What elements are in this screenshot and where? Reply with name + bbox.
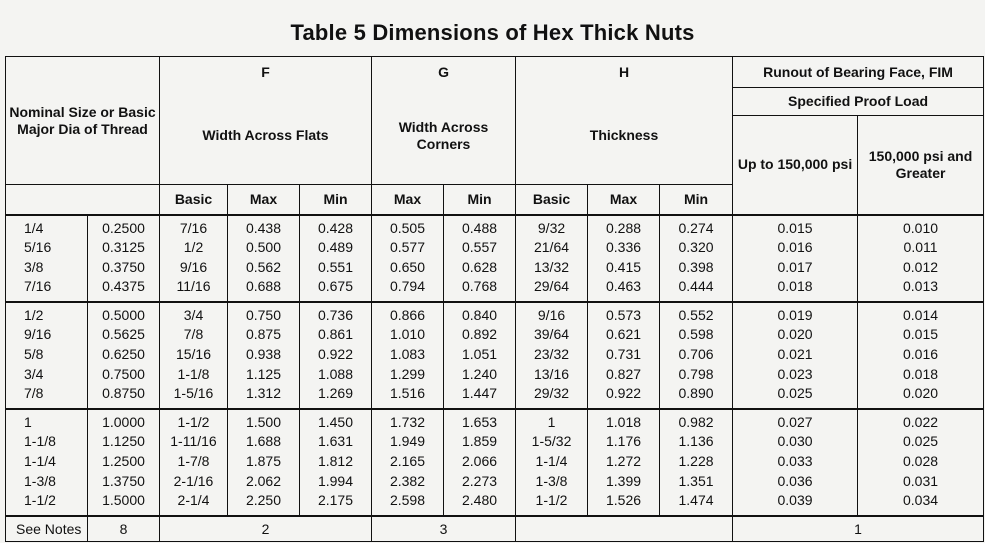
proof-load-header: Specified Proof Load xyxy=(733,88,984,116)
cell-value: 1.5000 xyxy=(102,492,145,509)
cell-value: 0.019 xyxy=(777,306,813,323)
cell-value: 0.922 xyxy=(317,346,354,363)
f-max-cell xyxy=(228,409,300,516)
runout-up-to-cell xyxy=(733,302,858,409)
cell-value: 0.444 xyxy=(678,278,714,295)
cell-value: 1-5/16 xyxy=(173,385,214,402)
f-basic-cell xyxy=(160,215,228,302)
cell-value: 0.7500 xyxy=(102,365,145,382)
cell-value: 0.017 xyxy=(777,258,813,275)
cell-value: 2.598 xyxy=(389,492,426,509)
cell-value: 1-1/2 xyxy=(24,492,56,509)
cell-value: 1-1/2 xyxy=(177,413,210,430)
cell-value: 1.125 xyxy=(245,365,282,382)
cell-value: 0.577 xyxy=(389,239,426,256)
cell-value: 0.706 xyxy=(678,346,714,363)
cell-value: 0.892 xyxy=(461,326,498,343)
f-basic-cell xyxy=(160,409,228,516)
cell-value: 1-11/16 xyxy=(170,433,217,450)
g-max-header: Max xyxy=(372,185,444,215)
h-basic-cell xyxy=(516,215,588,302)
cell-value: 0.861 xyxy=(317,326,354,343)
cell-value: 0.018 xyxy=(903,365,939,382)
size-cell xyxy=(6,215,88,302)
cell-value: 2.273 xyxy=(461,472,498,489)
h-max-cell xyxy=(588,302,660,409)
f-header: F xyxy=(160,57,372,88)
cell-value: 7/8 xyxy=(183,326,204,343)
cell-value: 1.136 xyxy=(678,433,714,450)
cell-value: 1-5/32 xyxy=(531,433,572,450)
cell-value: 29/64 xyxy=(533,278,570,295)
cell-value: 0.011 xyxy=(903,239,938,256)
cell-value: 0.022 xyxy=(903,413,939,430)
cell-value: 0.012 xyxy=(903,258,939,275)
notes-nominal: 8 xyxy=(88,516,160,542)
runout-greater-cell xyxy=(858,409,984,516)
cell-value: 0.505 xyxy=(389,219,426,236)
cell-value: 0.438 xyxy=(245,219,282,236)
cell-value: 1.1250 xyxy=(102,433,145,450)
runout-greater-cell xyxy=(858,302,984,409)
cell-value: 5/8 xyxy=(24,346,44,363)
h-min-cell xyxy=(660,409,733,516)
cell-value: 2.175 xyxy=(317,492,354,509)
cell-value: 29/32 xyxy=(533,385,570,402)
cell-value: 23/32 xyxy=(533,346,570,363)
cell-value: 0.020 xyxy=(903,385,939,402)
cell-value: 1.240 xyxy=(461,365,498,382)
cell-value: 0.016 xyxy=(777,239,813,256)
cell-value: 7/8 xyxy=(24,385,44,402)
cell-value: 9/16 xyxy=(537,306,566,323)
cell-value: 2.382 xyxy=(389,472,426,489)
cell-value: 0.015 xyxy=(777,219,813,236)
cell-value: 1.631 xyxy=(317,433,354,450)
up-to-150000-header: Up to 150,000 psi xyxy=(733,116,858,215)
cell-value: 1.812 xyxy=(317,453,354,470)
g-max-cell xyxy=(372,215,444,302)
cell-value: 0.552 xyxy=(678,306,714,323)
cell-value: 0.013 xyxy=(903,278,939,295)
cell-value: 1.474 xyxy=(678,492,714,509)
cell-value: 0.039 xyxy=(777,492,813,509)
cell-value: 1.351 xyxy=(678,472,714,489)
cell-value: 0.922 xyxy=(605,385,642,402)
cell-value: 0.415 xyxy=(605,258,642,275)
width-across-corners-header: Width Across Corners xyxy=(372,88,516,185)
runout-up-to-cell xyxy=(733,409,858,516)
cell-value: 0.025 xyxy=(903,433,939,450)
g-min-cell xyxy=(444,215,516,302)
cell-value: 0.768 xyxy=(461,278,498,295)
cell-value: 0.021 xyxy=(777,346,813,363)
cell-value: 0.840 xyxy=(461,306,498,323)
cell-value: 3/8 xyxy=(24,258,44,275)
cell-value: 1.859 xyxy=(461,433,498,450)
cell-value: 0.500 xyxy=(245,239,282,256)
cell-value: 9/32 xyxy=(537,219,566,236)
cell-value: 1-7/8 xyxy=(177,453,210,470)
cell-value: 2.062 xyxy=(245,472,282,489)
cell-value: 1-1/8 xyxy=(24,433,56,450)
cell-value: 21/64 xyxy=(533,239,570,256)
cell-value: 1.994 xyxy=(317,472,354,489)
thickness-header: Thickness xyxy=(516,88,733,185)
cell-value: 0.938 xyxy=(245,346,282,363)
cell-value: 0.731 xyxy=(605,346,642,363)
cell-value: 1.653 xyxy=(461,413,498,430)
150000-and-greater-header: 150,000 psi and Greater xyxy=(858,116,984,215)
hex-thick-nuts-table xyxy=(5,56,984,542)
cell-value: 0.028 xyxy=(903,453,939,470)
cell-value: 5/16 xyxy=(24,239,52,256)
cell-value: 0.034 xyxy=(903,492,939,509)
cell-value: 0.2500 xyxy=(102,219,145,236)
f-basic-cell xyxy=(160,302,228,409)
cell-value: 0.3125 xyxy=(102,239,145,256)
g-max-cell xyxy=(372,409,444,516)
cell-value: 0.033 xyxy=(777,453,813,470)
cell-value: 0.551 xyxy=(317,258,354,275)
cell-value: 1.269 xyxy=(317,385,354,402)
table-body xyxy=(6,215,984,542)
cell-value: 1/4 xyxy=(24,219,44,236)
h-max-cell xyxy=(588,409,660,516)
f-max-cell xyxy=(228,215,300,302)
cell-value: 1.3750 xyxy=(102,472,145,489)
cell-value: 11/16 xyxy=(176,278,211,295)
f-min-cell xyxy=(300,409,372,516)
cell-value: 0.3750 xyxy=(102,258,145,275)
runout-up-to-cell xyxy=(733,215,858,302)
cell-value: 1.949 xyxy=(389,433,426,450)
table-row-group xyxy=(6,302,984,409)
cell-value: 0.688 xyxy=(245,278,282,295)
f-min-cell xyxy=(300,302,372,409)
cell-value: 1-1/2 xyxy=(535,492,568,509)
cell-value: 0.750 xyxy=(245,306,282,323)
size-cell xyxy=(6,409,88,516)
cell-value: 1.399 xyxy=(605,472,642,489)
h-max-cell xyxy=(588,215,660,302)
cell-value: 7/16 xyxy=(24,278,52,295)
cell-value: 0.562 xyxy=(245,258,282,275)
cell-value: 13/32 xyxy=(533,258,570,275)
cell-value: 0.025 xyxy=(777,385,813,402)
dia-cell xyxy=(88,302,160,409)
size-cell xyxy=(6,302,88,409)
cell-value: 39/64 xyxy=(533,326,570,343)
table-row-group xyxy=(6,215,984,302)
cell-value: 0.621 xyxy=(605,326,642,343)
g-min-cell xyxy=(444,409,516,516)
cell-value: 0.031 xyxy=(903,472,939,489)
cell-value: 0.274 xyxy=(678,219,714,236)
cell-value: 1/2 xyxy=(24,306,44,323)
cell-value: 2.250 xyxy=(245,492,282,509)
cell-value: 0.982 xyxy=(678,413,714,430)
h-basic-cell xyxy=(516,409,588,516)
cell-value: 9/16 xyxy=(179,258,208,275)
f-min-header: Min xyxy=(300,185,372,215)
cell-value: 1.176 xyxy=(605,433,642,450)
cell-value: 1.875 xyxy=(245,453,282,470)
cell-value: 0.020 xyxy=(777,326,813,343)
cell-value: 7/16 xyxy=(179,219,208,236)
cell-value: 1-1/4 xyxy=(24,453,56,470)
g-min-header: Min xyxy=(444,185,516,215)
cell-value: 0.598 xyxy=(678,326,714,343)
cell-value: 0.036 xyxy=(777,472,813,489)
notes-f: 2 xyxy=(160,516,372,542)
h-header: H xyxy=(516,57,733,88)
g-max-cell xyxy=(372,302,444,409)
g-header: G xyxy=(372,57,516,88)
cell-value: 1.688 xyxy=(245,433,282,450)
table-title: Table 5 Dimensions of Hex Thick Nuts xyxy=(290,20,695,45)
cell-value: 1-3/8 xyxy=(24,472,56,489)
cell-value: 2.066 xyxy=(461,453,498,470)
cell-value: 1.732 xyxy=(389,413,426,430)
cell-value: 0.794 xyxy=(389,278,426,295)
cell-value: 9/16 xyxy=(24,326,52,343)
cell-value: 1.083 xyxy=(389,346,426,363)
nominal-blank-header xyxy=(6,185,160,215)
cell-value: 0.489 xyxy=(317,239,354,256)
f-min-cell xyxy=(300,215,372,302)
cell-value: 1 xyxy=(547,413,556,430)
cell-value: 0.736 xyxy=(317,306,354,323)
cell-value: 3/4 xyxy=(24,365,44,382)
cell-value: 1.228 xyxy=(678,453,714,470)
cell-value: 1.299 xyxy=(389,365,426,382)
cell-value: 0.014 xyxy=(903,306,939,323)
cell-value: 1.500 xyxy=(245,413,282,430)
cell-value: 0.573 xyxy=(605,306,642,323)
cell-value: 0.463 xyxy=(605,278,642,295)
width-across-flats-header: Width Across Flats xyxy=(160,88,372,185)
cell-value: 1-1/8 xyxy=(177,365,210,382)
dia-cell xyxy=(88,409,160,516)
cell-value: 0.875 xyxy=(245,326,282,343)
see-notes-label: See Notes xyxy=(6,516,88,542)
g-min-cell xyxy=(444,302,516,409)
table-row-group xyxy=(6,409,984,516)
cell-value: 0.5625 xyxy=(102,326,145,343)
cell-value: 1.2500 xyxy=(102,453,145,470)
nominal-size-header: Nominal Size or Basic Major Dia of Thread xyxy=(6,57,160,185)
cell-value: 0.827 xyxy=(605,365,642,382)
cell-value: 0.428 xyxy=(317,219,354,236)
h-min-cell xyxy=(660,215,733,302)
cell-value: 0.030 xyxy=(777,433,813,450)
cell-value: 0.675 xyxy=(317,278,354,295)
f-max-header: Max xyxy=(228,185,300,215)
runout-header: Runout of Bearing Face, FIM xyxy=(733,57,984,88)
notes-g: 3 xyxy=(372,516,516,542)
cell-value: 13/16 xyxy=(533,365,570,382)
cell-value: 0.016 xyxy=(903,346,939,363)
h-basic-header: Basic xyxy=(516,185,588,215)
cell-value: 2.480 xyxy=(461,492,498,509)
cell-value: 0.398 xyxy=(678,258,714,275)
cell-value: 1-3/8 xyxy=(535,472,568,489)
cell-value: 1-1/4 xyxy=(535,453,568,470)
cell-value: 1.516 xyxy=(389,385,426,402)
cell-value: 0.5000 xyxy=(102,306,145,323)
notes-row xyxy=(6,516,984,542)
cell-value: 0.890 xyxy=(678,385,714,402)
cell-value: 0.8750 xyxy=(102,385,145,402)
cell-value: 0.018 xyxy=(777,278,813,295)
cell-value: 1.018 xyxy=(605,413,642,430)
cell-value: 2.165 xyxy=(389,453,426,470)
cell-value: 1.312 xyxy=(245,385,282,402)
cell-value: 3/4 xyxy=(183,306,204,323)
cell-value: 0.6250 xyxy=(102,346,145,363)
runout-greater-cell xyxy=(858,215,984,302)
cell-value: 0.557 xyxy=(461,239,498,256)
cell-value: 1.450 xyxy=(317,413,354,430)
cell-value: 1.010 xyxy=(389,326,426,343)
cell-value: 1.272 xyxy=(605,453,642,470)
f-max-cell xyxy=(228,302,300,409)
cell-value: 1.088 xyxy=(317,365,354,382)
cell-value: 0.4375 xyxy=(102,278,145,295)
cell-value: 1/2 xyxy=(183,239,204,256)
cell-value: 0.866 xyxy=(389,306,426,323)
cell-value: 1.0000 xyxy=(102,413,145,430)
cell-value: 0.336 xyxy=(605,239,642,256)
h-max-header: Max xyxy=(588,185,660,215)
cell-value: 0.010 xyxy=(903,219,939,236)
cell-value: 2-1/16 xyxy=(173,472,214,489)
cell-value: 1.051 xyxy=(461,346,498,363)
h-basic-cell xyxy=(516,302,588,409)
h-min-cell xyxy=(660,302,733,409)
dia-cell xyxy=(88,215,160,302)
notes-runout: 1 xyxy=(733,516,984,542)
cell-value: 1.526 xyxy=(605,492,642,509)
cell-value: 0.628 xyxy=(461,258,498,275)
cell-value: 1 xyxy=(24,413,32,430)
notes-h xyxy=(516,516,733,542)
cell-value: 2-1/4 xyxy=(177,492,210,509)
cell-value: 0.650 xyxy=(389,258,426,275)
cell-value: 0.320 xyxy=(678,239,714,256)
cell-value: 0.027 xyxy=(777,413,813,430)
cell-value: 0.488 xyxy=(461,219,498,236)
cell-value: 0.023 xyxy=(777,365,813,382)
cell-value: 1.447 xyxy=(461,385,498,402)
cell-value: 15/16 xyxy=(175,346,212,363)
f-basic-header: Basic xyxy=(160,185,228,215)
cell-value: 0.288 xyxy=(605,219,642,236)
cell-value: 0.798 xyxy=(678,365,714,382)
cell-value: 0.015 xyxy=(903,326,939,343)
h-min-header: Min xyxy=(660,185,733,215)
